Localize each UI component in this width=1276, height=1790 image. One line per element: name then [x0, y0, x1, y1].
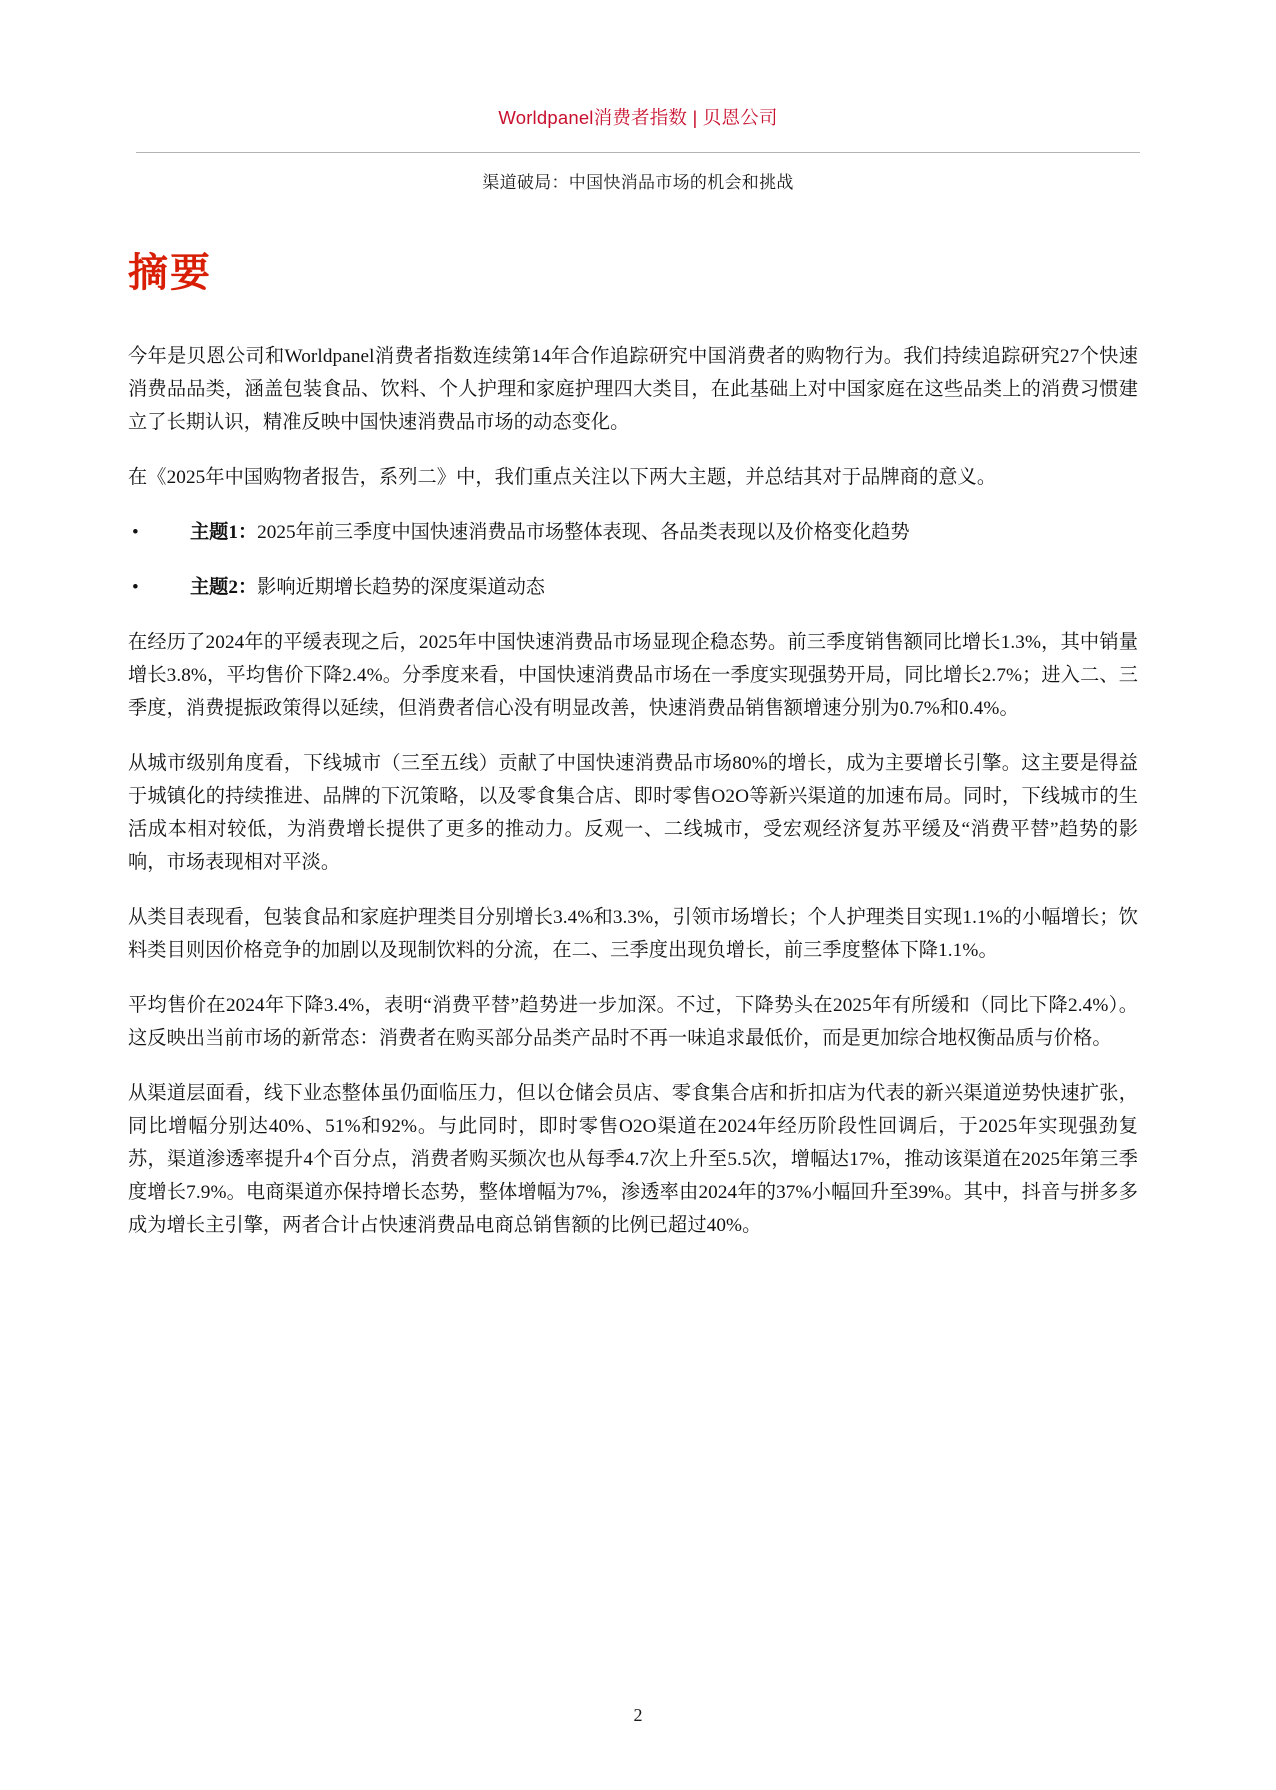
- bullet-icon: •: [132, 577, 139, 599]
- report-subtitle: 渠道破局：中国快消品市场的机会和挑战: [482, 173, 794, 192]
- paragraph-city-tiers: 从城市级别角度看，下线城市（三至五线）贡献了中国快速消费品市场80%的增长，成为主要增长引擎。这主要是得益于城镇化的持续推进、品牌的下沉策略，以及零食集合店、即时零售O2O等新兴渠道的加速布局。同时，下线城市的生活成本相对较低，为消费增长提供了更多的推动力。反观一、二线城市，受宏观经济复苏平缓及“消费平替”趋势的影响，市场表现相对平淡。: [128, 753, 1138, 874]
- paragraph-channels: 从渠道层面看，线下业态整体虽仍面临压力，但以仓储会员店、零食集合店和折扣店为代表的新兴渠道逆势快速扩张，同比增幅分别达40%、51%和92%。与此同时，即时零售O2O渠道在2024年经历阶段性回调后，于2025年实现强劲复苏，渠道渗透率提升4个百分点，消费者购买频次也从每季4.7次上升至5.5次，增幅达17%，推动该渠道在2025年第三季度增长7.9%。电商渠道亦保持增长态势，整体增幅为7%，渗透率由2024年的37%小幅回升至39%。其中，抖音与拼多多成为增长主引擎，两者合计占快速消费品电商总销售额的比例已超过40%。: [128, 1083, 1138, 1237]
- list-item: [128, 516, 1138, 549]
- bullet-icon: •: [132, 522, 139, 544]
- topic-text: 影响近期增长趋势的深度渠道动态: [257, 577, 545, 599]
- page-number: 2: [633, 1705, 643, 1725]
- document-body: [128, 340, 1138, 1264]
- brand-line: Worldpanel消费者指数 | 贝恩公司: [498, 107, 778, 128]
- paragraph-average-price: 平均售价在2024年下降3.4%，表明“消费平替”趋势进一步加深。不过，下降势头在2025年有所缓和（同比下降2.4%）。这反映出当前市场的新常态：消费者在购买部分品类产品时不再一味追求最低价，而是更加综合地权衡品质与价格。: [128, 995, 1138, 1050]
- paragraph-report-scope: 在《2025年中国购物者报告，系列二》中，我们重点关注以下两大主题，并总结其对于品牌商的意义。: [128, 467, 997, 489]
- paragraph-intro: 今年是贝恩公司和Worldpanel消费者指数连续第14年合作追踪研究中国消费者的购物行为。我们持续追踪研究27个快速消费品品类，涵盖包装食品、饮料、个人护理和家庭护理四大类目，在此基础上对中国家庭在这些品类上的消费习惯建立了长期认识，精准反映中国快速消费品市场的动态变化。: [128, 346, 1138, 434]
- topic-label: 主题2：: [190, 577, 258, 599]
- list-item: [128, 571, 1138, 604]
- topic-label: 主题1：: [190, 522, 258, 544]
- topic-bullet-list: [128, 516, 1138, 604]
- topic-text: 2025年前三季度中国快速消费品市场整体表现、各品类表现以及价格变化趋势: [257, 522, 910, 544]
- document-header: [136, 104, 1140, 130]
- paragraph-categories: 从类目表现看，包装食品和家庭护理类目分别增长3.4%和3.3%，引领市场增长；个人护理类目实现1.1%的小幅增长；饮料类目则因价格竞争的加剧以及现制饮料的分流，在二、三季度出现负增长，前三季度整体下降1.1%。: [128, 907, 1138, 962]
- header-divider: [136, 152, 1140, 153]
- paragraph-market-overview: 在经历了2024年的平缓表现之后，2025年中国快速消费品市场显现企稳态势。前三季度销售额同比增长1.3%，其中销量增长3.8%，平均售价下降2.4%。分季度来看，中国快速消费品市场在一季度实现强势开局，同比增长2.7%；进入二、三季度，消费提振政策得以延续，但消费者信心没有明显改善，快速消费品销售额增速分别为0.7%和0.4%。: [128, 632, 1138, 720]
- section-heading-summary: 摘要: [128, 251, 212, 295]
